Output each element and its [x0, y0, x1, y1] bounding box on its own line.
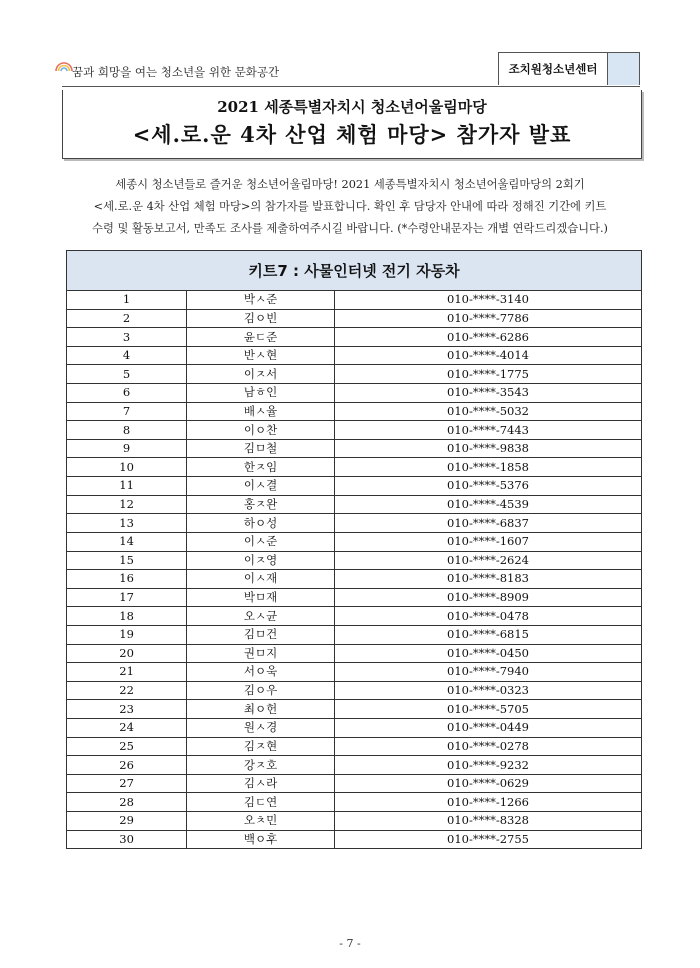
row-number: 19 — [67, 625, 187, 644]
participant-name: 이ㅅ재 — [187, 570, 335, 589]
participant-phone: 010-****-6837 — [335, 514, 642, 533]
table-row — [67, 719, 642, 738]
participant-phone: 010-****-0629 — [335, 774, 642, 793]
header-accent-box — [608, 52, 640, 85]
row-number: 26 — [67, 756, 187, 775]
participant-phone: 010-****-8909 — [335, 588, 642, 607]
row-number: 2 — [67, 309, 187, 328]
table-row — [67, 830, 642, 849]
participant-phone: 010-****-7786 — [335, 309, 642, 328]
table-row — [67, 495, 642, 514]
participant-phone: 010-****-5032 — [335, 402, 642, 421]
participant-phone: 010-****-4014 — [335, 346, 642, 365]
participant-name: 김ㅅ라 — [187, 774, 335, 793]
participant-phone: 010-****-8183 — [335, 570, 642, 589]
intro-line: <세.로.운 4차 산업 체험 마당>의 참가자를 발표합니다. 확인 후 담당자 안내에 따라 정해진 기간에 키트 — [93, 200, 607, 213]
participant-phone: 010-****-7940 — [335, 663, 642, 682]
participant-phone: 010-****-6286 — [335, 328, 642, 347]
participant-name: 남ㅎ인 — [187, 384, 335, 403]
table-row — [67, 458, 642, 477]
participant-name: 권ㅁ지 — [187, 644, 335, 663]
participant-name: 한ㅈ임 — [187, 458, 335, 477]
participant-phone: 010-****-0323 — [335, 681, 642, 700]
table-row — [67, 588, 642, 607]
page-number: - 7 - — [339, 937, 361, 950]
table-row — [67, 663, 642, 682]
table-row — [67, 774, 642, 793]
row-number: 24 — [67, 719, 187, 738]
row-number: 11 — [67, 477, 187, 496]
rainbow-icon — [54, 60, 74, 72]
row-number: 15 — [67, 551, 187, 570]
table-row — [67, 812, 642, 831]
participant-name: 배ㅅ율 — [187, 402, 335, 421]
participant-phone: 010-****-0478 — [335, 607, 642, 626]
row-number: 8 — [67, 421, 187, 440]
center-name-box — [498, 52, 608, 85]
table-header-row — [67, 251, 642, 291]
page-header — [62, 52, 640, 87]
participant-name: 원ㅅ경 — [187, 719, 335, 738]
row-number: 21 — [67, 663, 187, 682]
table-row — [67, 402, 642, 421]
row-number: 14 — [67, 532, 187, 551]
row-number: 29 — [67, 812, 187, 831]
row-number: 23 — [67, 700, 187, 719]
participant-name: 김ㅁ철 — [187, 439, 335, 458]
participant-phone: 010-****-1266 — [335, 793, 642, 812]
row-number: 28 — [67, 793, 187, 812]
row-number: 16 — [67, 570, 187, 589]
participant-name: 박ㅅ준 — [187, 291, 335, 310]
participant-name: 이ㅇ찬 — [187, 421, 335, 440]
table-row — [67, 570, 642, 589]
participant-name: 오ㅊ민 — [187, 812, 335, 831]
participant-name: 강ㅈ호 — [187, 756, 335, 775]
header-tagline: 꿈과 희망을 여는 청소년을 위한 문화공간 — [72, 65, 280, 79]
participant-phone: 010-****-0449 — [335, 719, 642, 738]
row-number: 9 — [67, 439, 187, 458]
table-row — [67, 625, 642, 644]
intro-line: 수령 및 활동보고서, 만족도 조사를 제출하여주시길 바랍니다. (*수령안내문자는 개별 연락드리겠습니다.) — [92, 222, 608, 235]
row-number: 22 — [67, 681, 187, 700]
row-number: 4 — [67, 346, 187, 365]
table-row — [67, 477, 642, 496]
row-number: 30 — [67, 830, 187, 849]
table-row — [67, 793, 642, 812]
participant-name: 이ㅅ준 — [187, 532, 335, 551]
table-row — [67, 384, 642, 403]
table-row — [67, 291, 642, 310]
row-number: 17 — [67, 588, 187, 607]
participant-phone: 010-****-9838 — [335, 439, 642, 458]
participant-phone: 010-****-3140 — [335, 291, 642, 310]
table-row — [67, 365, 642, 384]
participant-name: 김ㅁ건 — [187, 625, 335, 644]
table-row — [67, 328, 642, 347]
row-number: 6 — [67, 384, 187, 403]
participant-name: 김ㅈ현 — [187, 737, 335, 756]
participant-phone: 010-****-1775 — [335, 365, 642, 384]
table-row — [67, 514, 642, 533]
table-row — [67, 700, 642, 719]
participant-phone: 010-****-6815 — [335, 625, 642, 644]
row-number: 20 — [67, 644, 187, 663]
row-number: 3 — [67, 328, 187, 347]
row-number: 18 — [67, 607, 187, 626]
participant-name: 서ㅇ욱 — [187, 663, 335, 682]
participant-phone: 010-****-1607 — [335, 532, 642, 551]
table-row — [67, 607, 642, 626]
participant-phone: 010-****-5376 — [335, 477, 642, 496]
table-row — [67, 439, 642, 458]
participant-phone: 010-****-9232 — [335, 756, 642, 775]
participant-phone: 010-****-3543 — [335, 384, 642, 403]
participant-name: 백ㅇ후 — [187, 830, 335, 849]
title-block — [62, 90, 642, 159]
participant-name: 반ㅅ현 — [187, 346, 335, 365]
table-heading: 키트7 : 사물인터넷 전기 자동차 — [67, 251, 642, 291]
participant-phone: 010-****-5705 — [335, 700, 642, 719]
participant-phone: 010-****-0450 — [335, 644, 642, 663]
participant-name: 김ㄷ연 — [187, 793, 335, 812]
intro-paragraph — [38, 174, 662, 240]
participant-name: 최ㅇ헌 — [187, 700, 335, 719]
table-row — [67, 644, 642, 663]
participant-name: 김ㅇ우 — [187, 681, 335, 700]
participant-name: 박ㅁ재 — [187, 588, 335, 607]
participant-name: 윤ㄷ준 — [187, 328, 335, 347]
participant-phone: 010-****-2624 — [335, 551, 642, 570]
participant-phone: 010-****-4539 — [335, 495, 642, 514]
row-number: 7 — [67, 402, 187, 421]
participant-table — [66, 250, 642, 849]
table-row — [67, 551, 642, 570]
participant-name: 하ㅇ성 — [187, 514, 335, 533]
row-number: 10 — [67, 458, 187, 477]
table-row — [67, 737, 642, 756]
participant-phone: 010-****-1858 — [335, 458, 642, 477]
participant-phone: 010-****-0278 — [335, 737, 642, 756]
table-row — [67, 421, 642, 440]
participant-name: 김ㅇ빈 — [187, 309, 335, 328]
row-number: 13 — [67, 514, 187, 533]
participant-name: 홍ㅈ완 — [187, 495, 335, 514]
participant-phone: 010-****-7443 — [335, 421, 642, 440]
participant-name: 이ㅈ서 — [187, 365, 335, 384]
center-name: 조치원청소년센터 — [508, 62, 598, 76]
table-row — [67, 681, 642, 700]
participant-phone: 010-****-8328 — [335, 812, 642, 831]
row-number: 27 — [67, 774, 187, 793]
intro-line: 세종시 청소년들로 즐거운 청소년어울림마당! 2021 세종특별자치시 청소년어울림마당의 2회기 — [115, 178, 585, 191]
participant-name: 이ㅅ결 — [187, 477, 335, 496]
row-number: 5 — [67, 365, 187, 384]
table-row — [67, 309, 642, 328]
table-row — [67, 346, 642, 365]
table-row — [67, 756, 642, 775]
row-number: 12 — [67, 495, 187, 514]
table-row — [67, 532, 642, 551]
participant-phone: 010-****-2755 — [335, 830, 642, 849]
participant-name: 이ㅈ영 — [187, 551, 335, 570]
participant-name: 오ㅅ균 — [187, 607, 335, 626]
row-number: 25 — [67, 737, 187, 756]
event-subtitle: 2021 세종특별자치시 청소년어울림마당 — [217, 98, 487, 116]
page-title: <세.로.운 4차 산업 체험 마당> 참가자 발표 — [132, 122, 572, 147]
row-number: 1 — [67, 291, 187, 310]
